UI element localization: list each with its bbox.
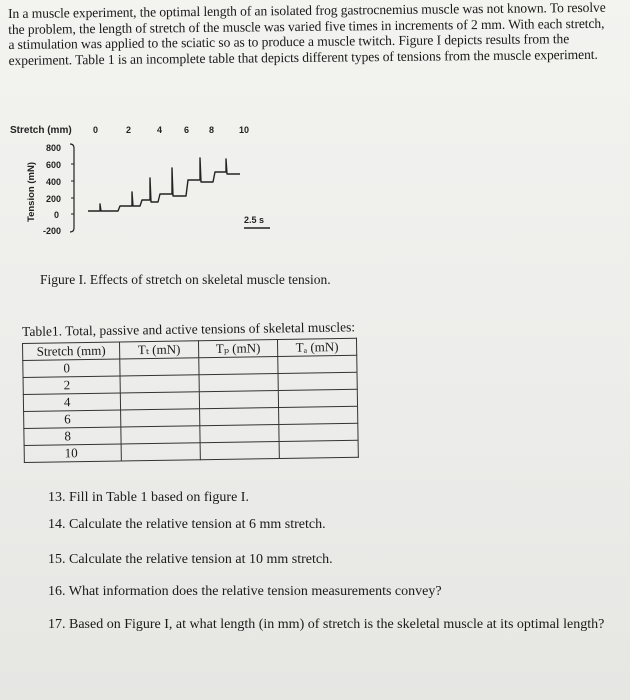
stretch-tick: 6 xyxy=(184,125,190,135)
empty-cell xyxy=(200,407,279,425)
y-tick: -200 xyxy=(43,226,62,236)
empty-cell xyxy=(199,373,278,391)
figure-1 xyxy=(8,118,308,248)
stretch-cell: 0 xyxy=(23,359,120,378)
empty-cell xyxy=(200,424,279,442)
empty-cell xyxy=(278,389,357,407)
empty-cell xyxy=(199,390,278,408)
tension-table xyxy=(22,338,359,463)
empty-cell xyxy=(121,443,200,461)
y-tick: 200 xyxy=(46,194,62,204)
y-tick: 800 xyxy=(46,143,62,153)
stretch-tick: 10 xyxy=(239,125,250,135)
column-header-active-tension: Tₐ (mN) xyxy=(277,338,356,356)
empty-cell xyxy=(278,372,357,390)
tension-trace xyxy=(88,158,240,211)
stretch-cell: 4 xyxy=(23,393,120,412)
empty-cell xyxy=(121,409,200,427)
y-axis-line xyxy=(70,144,74,232)
question-14: 14. Calculate the relative tension at 6 mm stretch. xyxy=(48,517,326,532)
empty-cell xyxy=(200,441,279,459)
stretch-axis-label: Stretch (mm) xyxy=(10,125,72,136)
stretch-tick: 2 xyxy=(126,125,132,135)
stretch-cell: 10 xyxy=(24,444,121,463)
table-title: Table1. Total, passive and active tensions of skeletal muscles: xyxy=(22,319,356,339)
column-header-stretch: Stretch (mm) xyxy=(23,342,120,361)
empty-cell xyxy=(199,356,278,374)
y-tick: 400 xyxy=(46,177,62,187)
column-header-total-tension: Tₜ (mN) xyxy=(119,341,198,359)
empty-cell xyxy=(278,355,357,373)
stretch-cell: 6 xyxy=(24,410,121,429)
tension-recording xyxy=(8,118,308,248)
empty-cell xyxy=(279,423,358,441)
empty-cell xyxy=(279,406,358,424)
y-tick: 0 xyxy=(54,210,60,220)
figure-caption: Figure I. Effects of stretch on skeletal muscle tension. xyxy=(40,272,331,287)
question-15: 15. Calculate the relative tension at 10 mm stretch. xyxy=(48,552,333,567)
stretch-cell: 2 xyxy=(23,376,120,395)
stretch-tick: 8 xyxy=(209,125,215,135)
stretch-cell: 8 xyxy=(24,427,121,446)
y-axis-label: Tension (mN) xyxy=(26,162,37,222)
scale-bar-label: 2.5 s xyxy=(244,215,265,225)
empty-cell xyxy=(120,375,199,393)
y-tick: 600 xyxy=(46,160,62,170)
stretch-tick: 0 xyxy=(93,125,99,135)
stretch-tick: 4 xyxy=(157,125,163,135)
empty-cell xyxy=(120,392,199,410)
empty-cell xyxy=(121,426,200,444)
intro-paragraph: In a muscle experiment, the optimal length of an isolated frog gastrocnemius muscle was not known. To resolve the problem, the length of stretch of the muscle was varied five times in increments of 2 mm. With each stretch, a stimulation was applied to the sciatic so as to produce a muscle twitch. Figure I depicts results from the experiment. Table 1 is an incomplete table that depicts different types of tensions from the muscle experiment. xyxy=(8,0,606,68)
column-header-passive-tension: Tₚ (mN) xyxy=(198,339,277,357)
question-13: 13. Fill in Table 1 based on figure I. xyxy=(48,490,249,505)
empty-cell xyxy=(120,358,199,376)
question-16: 16. What information does the relative tension measurements convey? xyxy=(48,584,442,599)
question-17: 17. Based on Figure I, at what length (in mm) of stretch is the skeletal muscle at its optimal length? xyxy=(48,617,605,632)
empty-cell xyxy=(279,440,358,458)
